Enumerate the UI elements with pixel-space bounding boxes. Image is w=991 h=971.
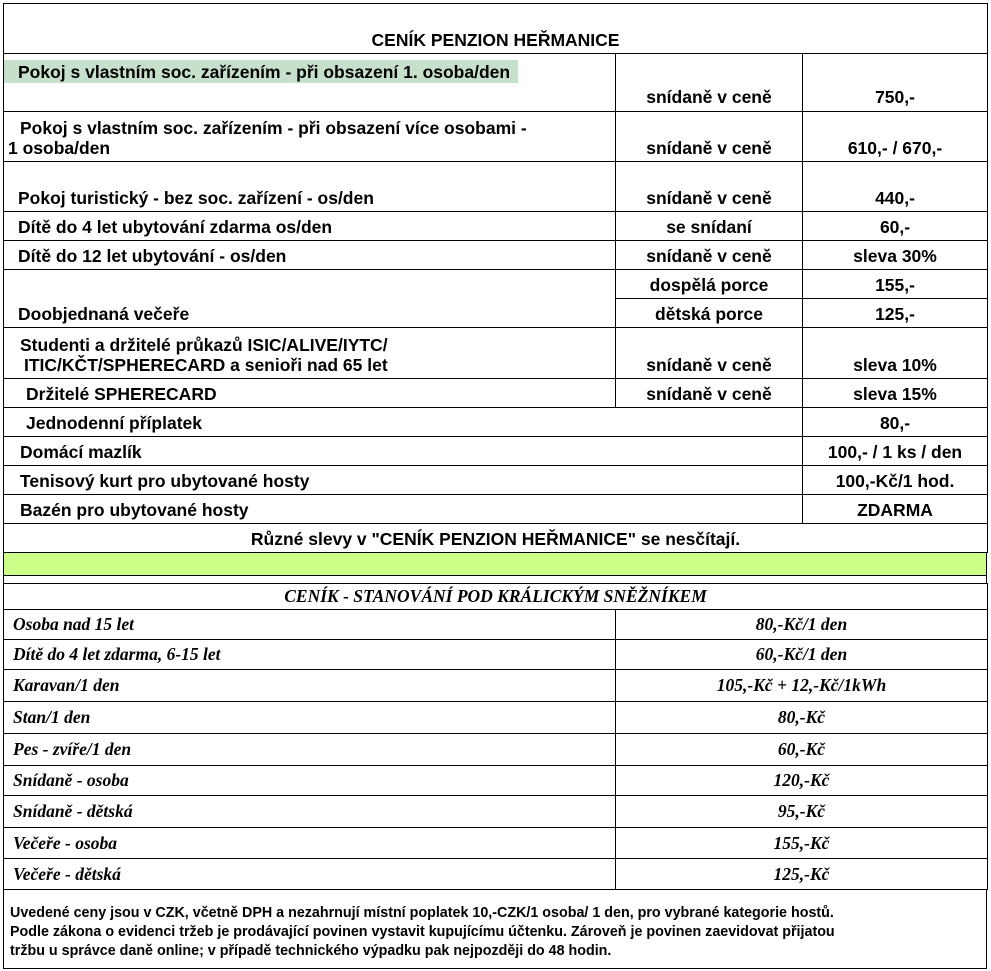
table-row xyxy=(4,734,988,766)
row-name: Pokoj turistický - bez soc. zařízení - os/den xyxy=(4,162,616,212)
camping-price-title: CENÍK - STANOVÁNÍ POD KRÁLICKÝM SNĚŽNÍKEM xyxy=(4,584,988,610)
row-price: 100,- / 1 ks / den xyxy=(803,437,988,466)
camping-row-price: 125,-Kč xyxy=(616,859,988,890)
row-name: Doobjednaná večeře xyxy=(4,270,616,328)
row-name: Dítě do 4 let ubytování zdarma os/den xyxy=(4,212,616,241)
row-note: snídaně v ceně xyxy=(616,241,803,270)
footer-line3: tržbu u správce daně online; v případě technického výpadku pak nejpozději do 48 hodin. xyxy=(10,943,612,959)
camping-row-name: Dítě do 4 let zdarma, 6-15 let xyxy=(4,640,616,670)
row-note: snídaně v ceně xyxy=(616,379,803,408)
row-price: sleva 10% xyxy=(803,328,988,379)
table-row xyxy=(4,162,988,212)
row-price: sleva 30% xyxy=(803,241,988,270)
row-name: Tenisový kurt pro ubytované hosty xyxy=(4,466,803,495)
row-name-line1: Studenti a držitelé průkazů ISIC/ALIVE/IYTC/ xyxy=(20,335,388,355)
row-price: 610,- / 670,- xyxy=(803,112,988,162)
discount-note: Různé slevy v "CENÍK PENZION HEŘMANICE" se nesčítají. xyxy=(4,524,988,553)
table-row xyxy=(4,437,988,466)
footer-line2: Podle zákona o evidenci tržeb je prodávající povinen vystavit kupujícímu účtenku. Zároveň je povinen zaevidovat přijatou xyxy=(10,924,835,940)
camping-row-name: Večeře - dětská xyxy=(4,859,616,890)
row-note: snídaně v ceně xyxy=(616,54,803,112)
camping-row-price: 80,-Kč xyxy=(616,702,988,734)
table-row xyxy=(4,766,988,796)
pension-price-table xyxy=(3,3,988,553)
camping-row-name: Večeře - osoba xyxy=(4,828,616,859)
row-note: se snídaní xyxy=(616,212,803,241)
table-row xyxy=(4,328,988,379)
row-name: Domácí mazlík xyxy=(4,437,803,466)
table-row xyxy=(4,640,988,670)
table-row xyxy=(4,270,988,299)
camping-row-name: Snídaně - dětská xyxy=(4,796,616,828)
camping-row-name: Karavan/1 den xyxy=(4,670,616,702)
row-name-line2: 1 osoba/den xyxy=(8,138,111,158)
footer-notes xyxy=(3,890,987,969)
row-note-adult: dospělá porce xyxy=(616,270,803,299)
footer-line1: Uvedené ceny jsou v CZK, včetně DPH a nezahrnují místní poplatek 10,-CZK/1 osoba/ 1 den, pro vybrané kategorie hostů. xyxy=(10,905,834,921)
table-row xyxy=(4,495,988,524)
table-row xyxy=(4,379,988,408)
table-row xyxy=(4,702,988,734)
row-price: 60,- xyxy=(803,212,988,241)
row-price-adult: 155,- xyxy=(803,270,988,299)
camping-row-name: Stan/1 den xyxy=(4,702,616,734)
row-name-line1: Pokoj s vlastním soc. zařízením - při obsazení více osobami - xyxy=(20,118,527,138)
table-row xyxy=(4,112,988,162)
pension-price-title: CENÍK PENZION HEŘMANICE xyxy=(4,4,988,54)
row-name: Jednodenní příplatek xyxy=(4,408,803,437)
camping-row-name: Pes - zvíře/1 den xyxy=(4,734,616,766)
row-name: Bazén pro ubytované hosty xyxy=(4,495,803,524)
row-note: snídaně v ceně xyxy=(616,112,803,162)
price-list-sheet xyxy=(3,3,987,969)
row-name: Dítě do 12 let ubytování - os/den xyxy=(4,241,616,270)
row-note-child: dětská porce xyxy=(616,299,803,328)
row-price-child: 125,- xyxy=(803,299,988,328)
table-row xyxy=(4,466,988,495)
row-name: Držitelé SPHERECARD xyxy=(4,379,616,408)
table-row xyxy=(4,212,988,241)
table-row xyxy=(4,859,988,890)
camping-row-name: Snídaně - osoba xyxy=(4,766,616,796)
camping-row-price: 60,-Kč/1 den xyxy=(616,640,988,670)
row-price: 750,- xyxy=(803,54,988,112)
row-price: 440,- xyxy=(803,162,988,212)
table-row xyxy=(4,54,988,112)
row-price: ZDARMA xyxy=(803,495,988,524)
camping-row-price: 95,-Kč xyxy=(616,796,988,828)
green-band xyxy=(3,553,987,576)
row-name-highlighted: Pokoj s vlastním soc. zařízením - při obsazení 1. osoba/den xyxy=(4,60,518,83)
table-row xyxy=(4,610,988,640)
camping-row-price: 80,-Kč/1 den xyxy=(616,610,988,640)
camping-row-price: 105,-Kč + 12,-Kč/1kWh xyxy=(616,670,988,702)
row-name-line2: ITIC/KČT/SPHERECARD a senioři nad 65 let xyxy=(24,355,388,375)
row-price: 80,- xyxy=(803,408,988,437)
row-note: snídaně v ceně xyxy=(616,162,803,212)
row-price: 100,-Kč/1 hod. xyxy=(803,466,988,495)
section-gap xyxy=(3,576,987,583)
table-row xyxy=(4,796,988,828)
row-note: snídaně v ceně xyxy=(616,328,803,379)
camping-row-price: 120,-Kč xyxy=(616,766,988,796)
camping-price-table xyxy=(3,583,988,890)
table-row xyxy=(4,670,988,702)
camping-row-price: 60,-Kč xyxy=(616,734,988,766)
row-price: sleva 15% xyxy=(803,379,988,408)
table-row xyxy=(4,241,988,270)
table-row xyxy=(4,828,988,859)
camping-row-price: 155,-Kč xyxy=(616,828,988,859)
table-row xyxy=(4,408,988,437)
camping-row-name: Osoba nad 15 let xyxy=(4,610,616,640)
